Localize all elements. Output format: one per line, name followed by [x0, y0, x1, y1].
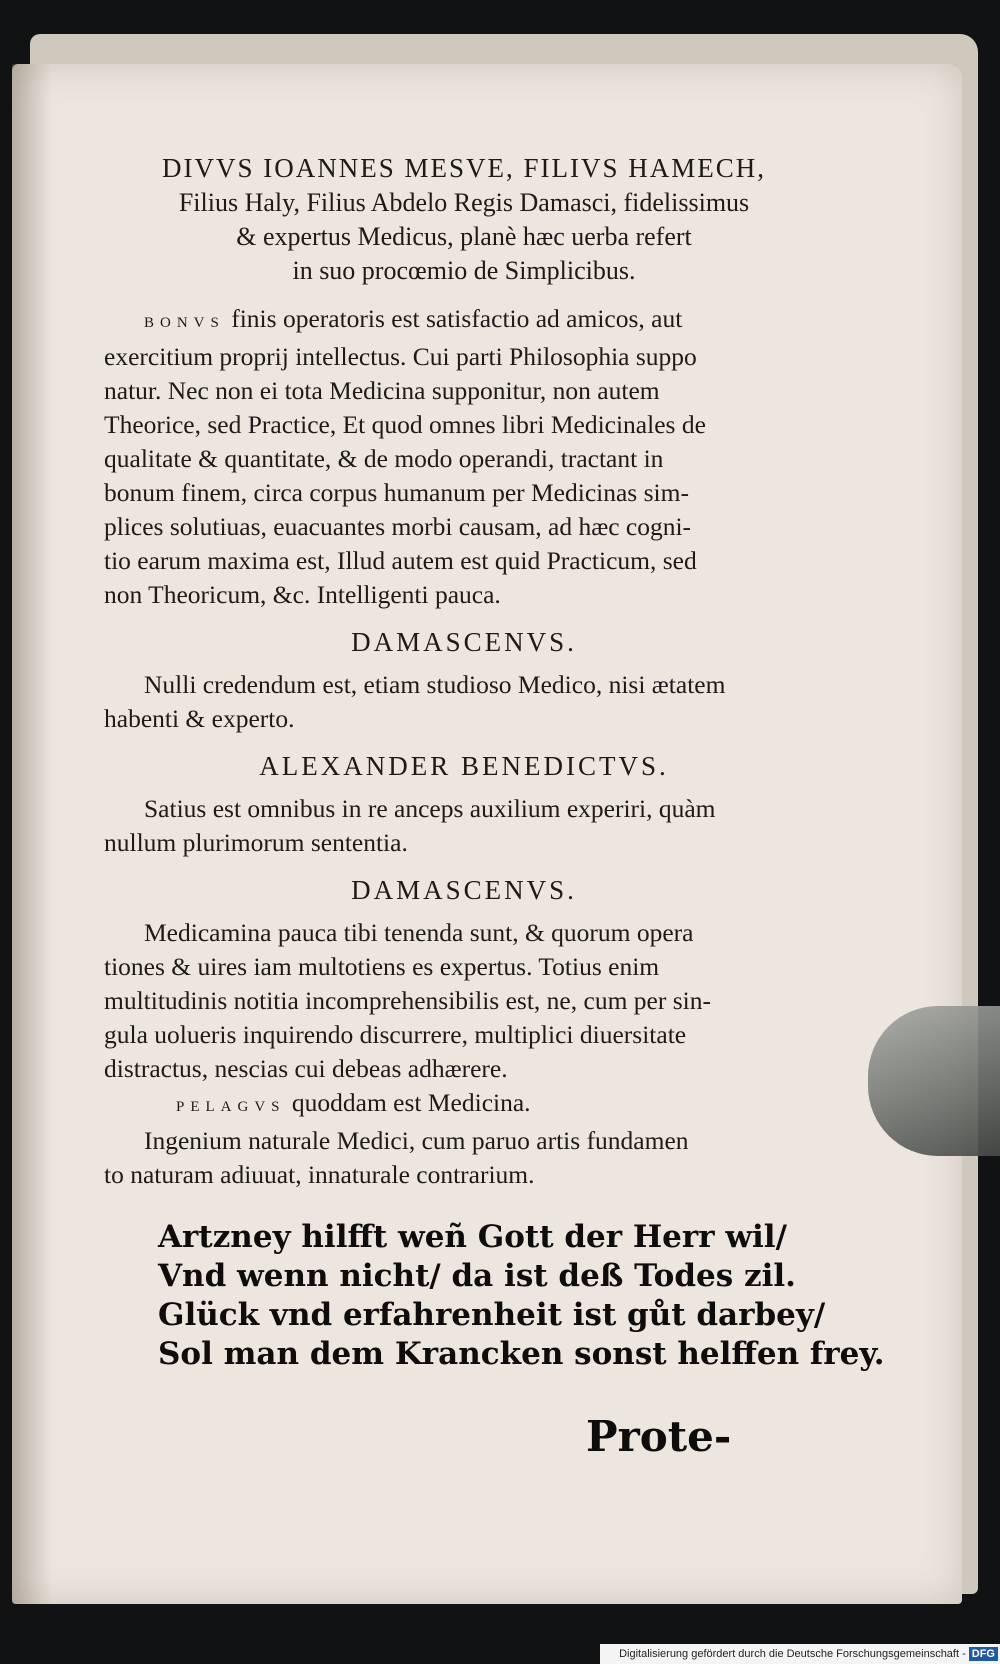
paragraph-line: Ingenium naturale Medici, cum paruo artis fundamen: [144, 1126, 689, 1155]
heading-line-2: Filius Haly, Filius Abdelo Regis Damasci, fidelissimus: [178, 188, 750, 217]
verse-line: Vnd wenn nicht/ da ist deß Todes zil.: [158, 1258, 796, 1294]
page-gutter-shadow: [12, 64, 52, 1604]
verse-line: Glück vnd erfahrenheit ist gůt darbey/: [158, 1297, 826, 1333]
german-verse: [158, 1218, 885, 1374]
heading-line-4: in suo procœmio de Simplicibus.: [292, 256, 636, 285]
paragraph-line: plices solutiuas, euacuantes morbi causam, ad hæc cogni-: [104, 512, 692, 541]
digitization-footer: [600, 1644, 1000, 1664]
paragraph-line: qualitate & quantitate, & de modo operandi, tractant in: [104, 444, 664, 473]
damascenus-paragraph: [104, 668, 824, 736]
paragraph-line: BONVS finis operatoris est satisfactio ad amicos, aut: [144, 304, 683, 333]
paragraph-line: tiones & uires iam multotiens es expertus. Totius enim: [104, 952, 660, 981]
paragraph-line: Satius est omnibus in re anceps auxilium experiri, quàm: [144, 794, 716, 823]
paragraph-line: PELAGVS quoddam est Medicina.: [176, 1088, 531, 1117]
paragraph-line: Nulli credendum est, etiam studioso Medico, nisi ætatem: [144, 670, 726, 699]
catchword: Prote-: [586, 1412, 732, 1461]
paragraph-line: multitudinis notitia incomprehensibilis est, ne, cum per sin-: [104, 986, 711, 1015]
paragraph-line: bonum finem, circa corpus humanum per Medicinas sim-: [104, 478, 689, 507]
verse-line: Sol man dem Krancken sonst helffen frey.: [158, 1336, 885, 1372]
benedictus-paragraph: [104, 792, 824, 860]
page-text: [104, 150, 824, 1192]
footer-text: Digitalisierung gefördert durch die Deutsche Forschungsgemeinschaft -: [619, 1648, 966, 1660]
dfg-logo: DFG: [969, 1647, 998, 1661]
page-clip: [868, 1006, 1000, 1156]
paragraph-line: habenti & experto.: [104, 704, 295, 733]
paragraph-line: natur. Nec non ei tota Medicina supponitur, non autem: [104, 376, 660, 405]
paragraph-line: non Theoricum, &c. Intelligenti pauca.: [104, 580, 501, 609]
damascenus-2-paragraph: [104, 916, 824, 1192]
heading-line-1: DIVVS IOANNES MESVE, FILIVS HAMECH,: [161, 153, 766, 183]
paragraph-line: tio earum maxima est, Illud autem est quid Practicum, sed: [104, 546, 697, 575]
paragraph-line: Theorice, sed Practice, Et quod omnes libri Medicinales de: [104, 410, 706, 439]
paragraph-line: gula uolueris inquirendo discurrere, multiplici diuersitate: [104, 1020, 687, 1049]
verse-line: Artzney hilfft weñ Gott der Herr wil/: [158, 1219, 787, 1255]
mesue-paragraph: [104, 302, 824, 612]
paragraph-line: to naturam adiuuat, innaturale contrarium.: [104, 1160, 535, 1189]
section-title-alexander-benedictus: ALEXANDER BENEDICTVS.: [259, 751, 669, 781]
lead-word: BONVS: [144, 315, 225, 331]
section-title-damascenus: DAMASCENVS.: [351, 627, 577, 657]
heading-line-3: & expertus Medicus, planè hæc uerba refert: [236, 222, 692, 251]
paragraph-line: Medicamina pauca tibi tenenda sunt, & quorum opera: [144, 918, 694, 947]
section-title-damascenus-2: DAMASCENVS.: [351, 875, 577, 905]
paragraph-line: exercitium proprij intellectus. Cui parti Philosophia suppo: [104, 342, 697, 371]
lead-word: PELAGVS: [176, 1099, 286, 1115]
paragraph-line: nullum plurimorum sententia.: [104, 828, 408, 857]
paragraph-line: distractus, nescias cui debeas adhærere.: [104, 1054, 508, 1083]
